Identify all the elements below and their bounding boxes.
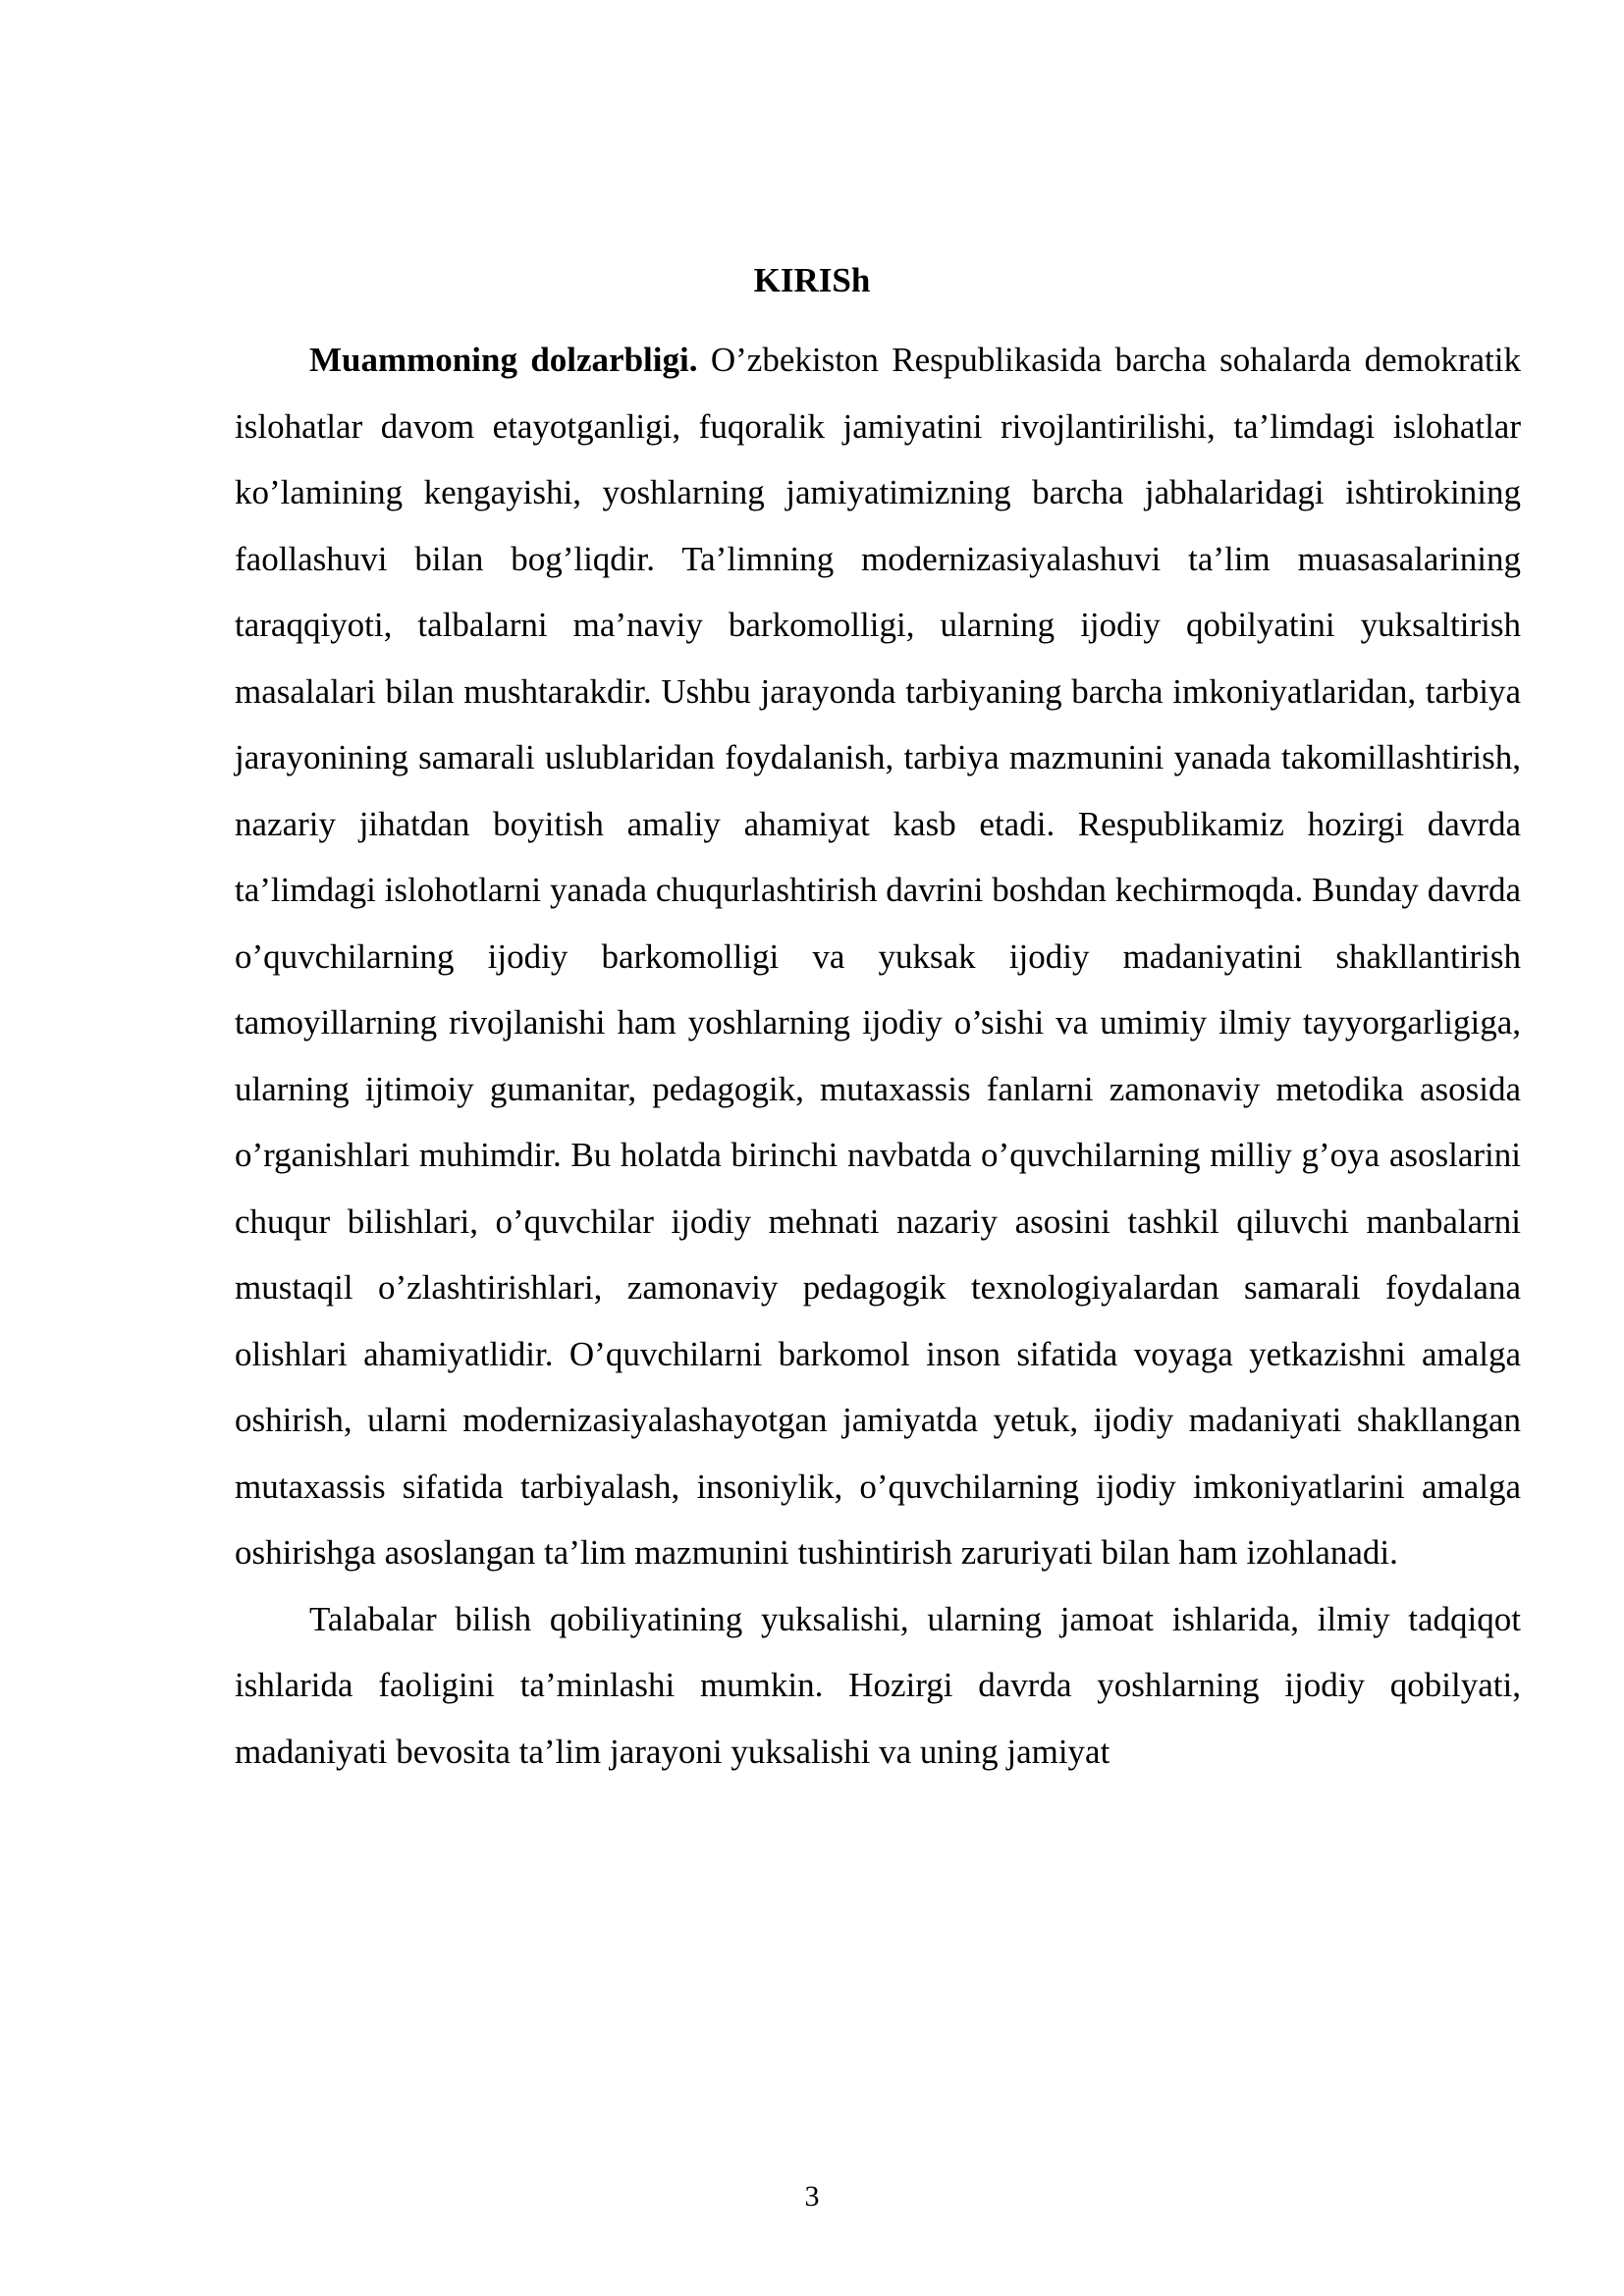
paragraph-relevance	[235, 327, 1521, 1586]
paragraph-text: Talabalar bilish qobiliyatining yuksalishi, ularning jamoat ishlarida, ilmiy tadqiqot ishlarida faoligini ta’minlashi mumkin. Hozirgi davrda yoshlarning ijodiy qobilyati, madaniyati bevosita ta’lim jarayoni yuksalishi va uning jamiyat	[235, 1599, 1521, 1771]
paragraph-students	[235, 1586, 1521, 1786]
body-text	[235, 327, 1521, 1785]
section-heading: KIRISh	[753, 261, 871, 299]
page-number: 3	[804, 2180, 820, 2213]
paragraph-lead: Muammoning dolzarbligi.	[309, 341, 698, 379]
paragraph-text: O’zbekiston Respublikasida barcha sohalarda demokratik islohatlar davom etayotganligi, fuqoralik jamiyatini rivojlantirilishi, ta’limdagi islohatlar ko’lamining kengayishi, yoshlarning jamiyatimizning barcha jabhalaridagi ishtirokining faollashuvi bilan bog’liqdir. Ta’limning modernizasiyalashuvi ta’lim muasasalarining taraqqiyoti, talbalarni ma’naviy barkomolligi, ularning ijodiy qobilyatini yuksaltirish masalalari bilan mushtarakdir. Ushbu jarayonda tarbiyaning barcha imkoniyatlaridan, tarbiya jarayonining samarali uslublaridan foydalanish, tarbiya mazmunini yanada takomillashtirish, nazariy jihatdan boyitish amaliy ahamiyat kasb etadi. Respublikamiz hozirgi davrda ta’limdagi islohotlarni yanada chuqurlashtirish davrini boshdan kechirmoqda. Bunday davrda o’quvchilarning ijodiy barkomolligi va yuksak ijodiy madaniyatini shakllantirish tamoyillarning rivojlanishi ham yoshlarning ijodiy o’sishi va umimiy ilmiy tayyorgarligiga, ularning ijtimoiy gumanitar, pedagogik, mutaxassis fanlarni zamonaviy metodika asosida o’rganishlari muhimdir. Bu holatda birinchi navbatda o’quvchilarning milliy g’oya asoslarini chuqur bilishlari, o’quvchilar ijodiy mehnati nazariy asosini tashkil qiluvchi manbalarni mustaqil o’zlashtirishlari, zamonaviy pedagogik texnologiyalardan samarali foydalana olishlari ahamiyatlidir. O’quvchilarni barkomol inson sifatida voyaga yetkazishni amalga oshirish, ularni modernizasiyalashayotgan jamiyatda yetuk, ijodiy madaniyati shakllangan mutaxassis sifatida tarbiyalash, insoniylik, o’quvchilarning ijodiy imkoniyatlarini amalga oshirishga asoslangan ta’lim mazmunini tushintirish zaruriyati bilan ham izohlanadi.	[235, 341, 1521, 1572]
